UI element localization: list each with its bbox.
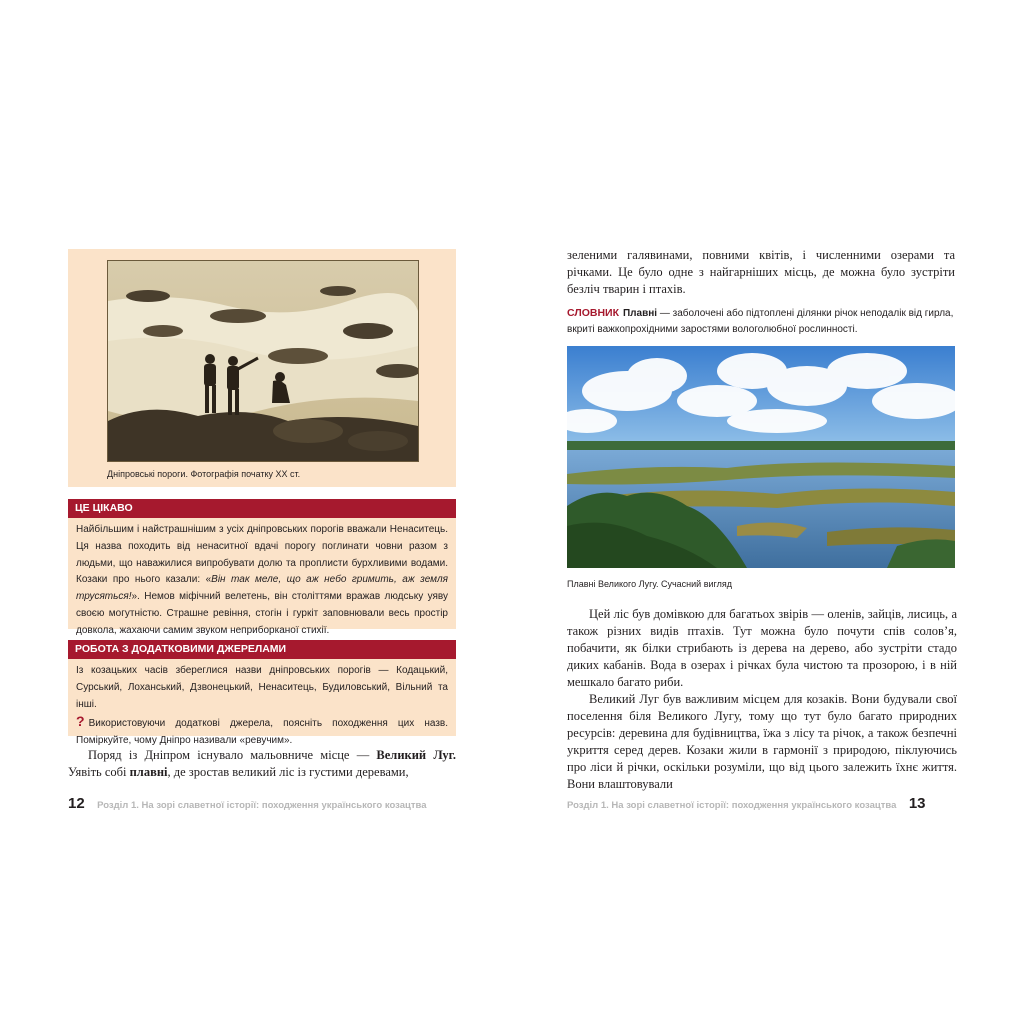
- sources-text: Із козацьких часів збереглися назви дніпровських порогів — Кодацький, Сурський, Лоханський, Дзвонецький, Ненаситець, Будиловський, Вільний та інші.: [76, 665, 448, 710]
- marsh-photo-illustration: [567, 346, 955, 568]
- term-velykyi-luh: Великий Луг.: [376, 748, 456, 762]
- interesting-text-end: ». Немов міфічний велетень, він століттями вражав людську уяву своєю могутністю. Страшне ревіння, стогін і гуркіт заповнювали весь простір довкола, жахаючи самим звуком неприборканої стихії.: [76, 591, 448, 636]
- sources-body: [68, 659, 456, 755]
- rapids-photo-caption: Дніпровські пороги. Фотографія початку XX ст.: [107, 469, 301, 479]
- sources-question-text: Використовуючи додаткові джерела, поясніть походження цих назв. Поміркуйте, чому Дніпро називали «ревучим».: [76, 718, 448, 747]
- page-number-right: 13: [908, 795, 926, 812]
- right-page: [512, 0, 1024, 1024]
- right-top-text: [567, 247, 955, 298]
- sources-box: [68, 640, 456, 747]
- interesting-quote: Він так меле, що аж небо гримить, аж земля трусяться!: [76, 574, 448, 603]
- rapids-photo-illustration: [108, 261, 418, 461]
- right-body-text: [567, 606, 957, 793]
- right-top-paragraph: зеленими галявинами, повними квітів, і численними озерами та річками. Це було одне з найгарніших місць, де можна було зустріти безліч тварин і птахів.: [567, 248, 955, 296]
- term-plavni: плавні: [129, 765, 168, 779]
- left-footer: [68, 795, 427, 813]
- interesting-text-start: Найбільшим і найстрашнішим з усіх дніпровських порогів вважали Ненаситець. Ця назва походить від ненаситної вдачі порогу поглинати човни разом з людьми, що наважилися випробувати долю та проплисти бурхливими водами. Козаки про нього казали: «: [76, 524, 448, 586]
- left-text-part: Уявіть собі: [68, 765, 130, 779]
- right-paragraph-1: Цей ліс був домівкою для багатьох звірів — оленів, зайців, лисиць, а також різних видів птахів. Тут можна було почути спів солов’я, побачити, як білки стрибають із дерева на дерево, або зустріти стадо диких кабанів. Вода в озерах і річках була чистою та прозорою, і в ній мешкало багато риби.: [567, 607, 957, 689]
- chapter-title-left: Розділ 1. На зорі славетної історії: походження українського козацтва: [97, 800, 427, 811]
- left-body-text: [68, 747, 456, 781]
- marsh-photo-caption: Плавні Великого Лугу. Сучасний вигляд: [567, 579, 732, 589]
- left-paragraph: [68, 747, 456, 781]
- page-number-left: 12: [68, 795, 85, 812]
- glossary-definition: — заболочені або підтоплені ділянки річок неподалік від гирла, вкриті важкопрохідними заростями вологолюбної рослинності.: [567, 308, 954, 335]
- left-text-part: , де зростав великий ліс із густими деревами,: [167, 765, 409, 779]
- glossary-term: Плавні: [622, 308, 658, 319]
- interesting-box: [68, 499, 456, 636]
- right-footer: [567, 795, 926, 813]
- chapter-title-right: Розділ 1. На зорі славетної історії: походження українського козацтва: [567, 800, 897, 811]
- left-text-part: Поряд із Дніпром існувало мальовниче місце —: [88, 748, 377, 762]
- rapids-photo: [107, 260, 419, 462]
- question-mark-icon: ?: [76, 713, 85, 730]
- glossary-label: СЛОВНИК: [567, 307, 619, 319]
- glossary-box: [567, 305, 957, 338]
- right-paragraph-2: Великий Луг був важливим місцем для козаків. Вони будували свої поселення біля Великого Лугу, тому що тут було багато природних ресурсів: деревина для будівництва, їжа з лісу та річок, а також безпечні укриття серед дерев. Козаки жили в гармонії з природою, піклуючись про ліси й річки, оскільки розуміли, що від цього залежить їхнє життя. Вони влаштовували: [567, 692, 957, 791]
- sources-heading: РОБОТА З ДОДАТКОВИМИ ДЖЕРЕЛАМИ: [68, 640, 456, 659]
- rapids-photo-panel: [68, 249, 456, 487]
- marsh-photo: [567, 346, 955, 568]
- interesting-heading: ЦЕ ЦІКАВО: [68, 499, 456, 518]
- interesting-text: [68, 518, 456, 645]
- sources-question: [76, 713, 448, 750]
